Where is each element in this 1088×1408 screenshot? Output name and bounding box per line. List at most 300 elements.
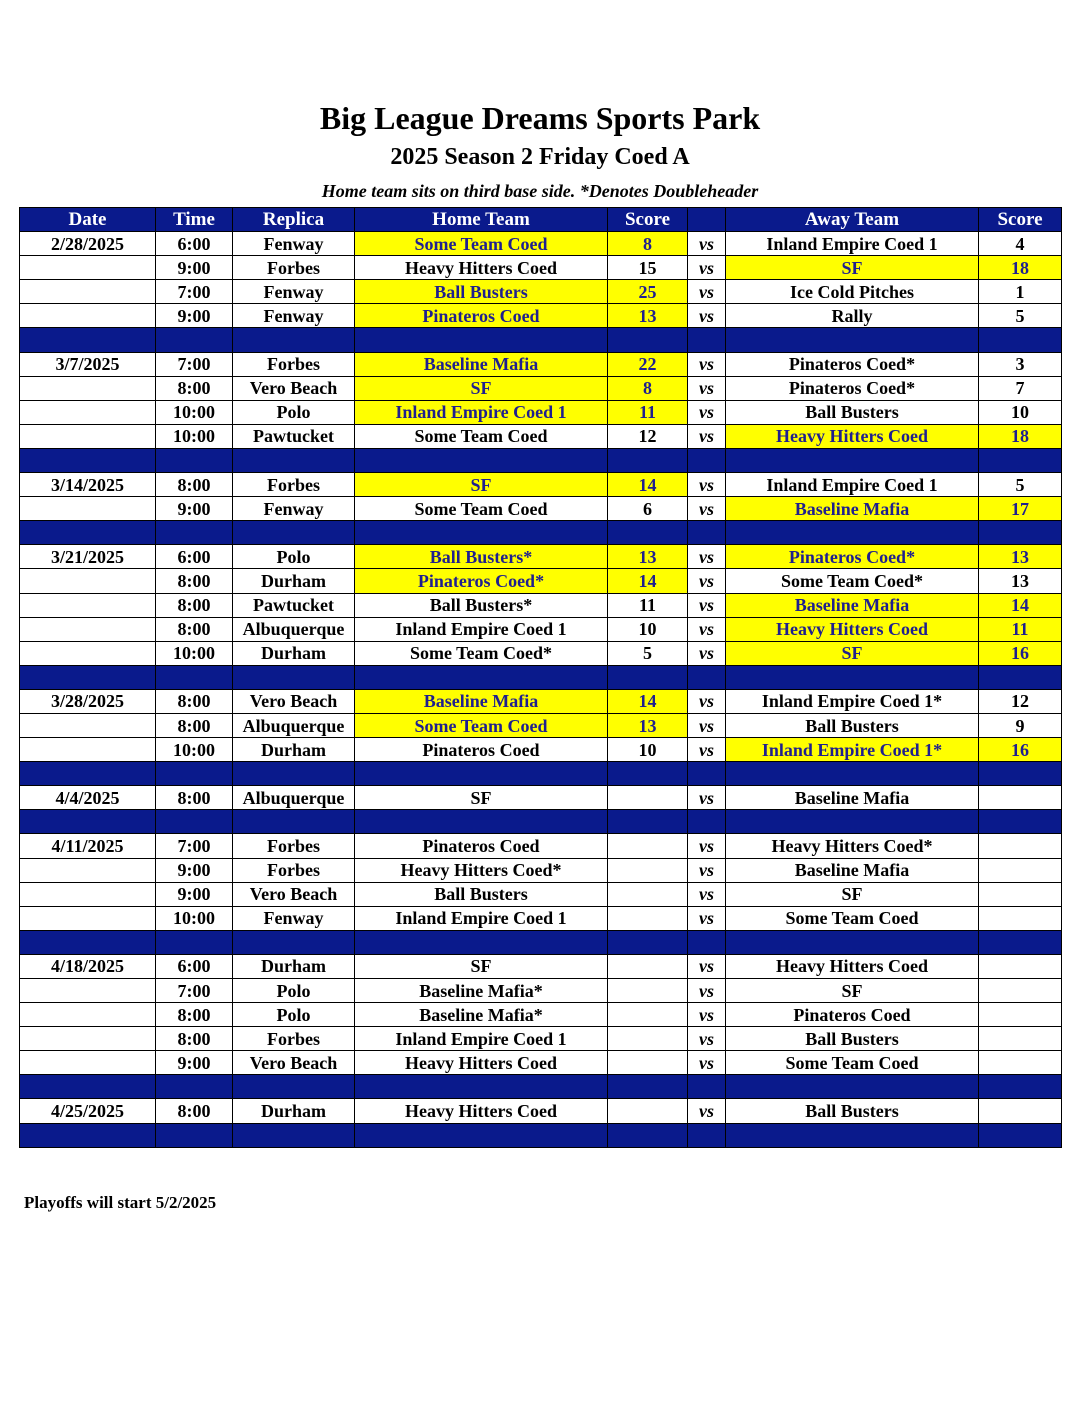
away-team-cell: SF bbox=[726, 882, 979, 906]
away-score-cell bbox=[979, 906, 1062, 930]
week-separator-row bbox=[20, 521, 1062, 545]
table-row bbox=[20, 906, 1062, 930]
replica-cell: Durham bbox=[233, 641, 355, 665]
home-team-cell: Pinateros Coed bbox=[355, 834, 608, 858]
home-team-cell: Pinateros Coed* bbox=[355, 569, 608, 593]
table-row bbox=[20, 424, 1062, 448]
home-team-cell: Inland Empire Coed 1 bbox=[355, 1027, 608, 1051]
away-team-cell: Baseline Mafia bbox=[726, 593, 979, 617]
away-score-cell bbox=[979, 1003, 1062, 1027]
separator-cell bbox=[233, 665, 355, 689]
home-team-cell: Baseline Mafia* bbox=[355, 1003, 608, 1027]
schedule-body bbox=[20, 232, 1062, 1148]
vs-cell: vs bbox=[688, 400, 726, 424]
away-team-cell: Inland Empire Coed 1* bbox=[726, 689, 979, 713]
away-score-cell bbox=[979, 882, 1062, 906]
home-team-cell: Some Team Coed bbox=[355, 497, 608, 521]
away-score-cell bbox=[979, 786, 1062, 810]
vs-cell: vs bbox=[688, 882, 726, 906]
separator-cell bbox=[20, 448, 156, 472]
home-score-cell: 8 bbox=[608, 232, 688, 256]
home-team-cell: Inland Empire Coed 1 bbox=[355, 906, 608, 930]
away-score-cell bbox=[979, 858, 1062, 882]
away-team-cell: Baseline Mafia bbox=[726, 497, 979, 521]
home-team-cell: Heavy Hitters Coed bbox=[355, 1099, 608, 1123]
separator-cell bbox=[726, 328, 979, 352]
home-score-cell: 10 bbox=[608, 617, 688, 641]
schedule-table bbox=[19, 207, 1062, 1148]
home-score-cell bbox=[608, 834, 688, 858]
separator-cell bbox=[608, 328, 688, 352]
date-cell: 3/21/2025 bbox=[20, 545, 156, 569]
separator-cell bbox=[688, 521, 726, 545]
vs-cell: vs bbox=[688, 834, 726, 858]
separator-cell bbox=[688, 810, 726, 834]
date-cell bbox=[20, 738, 156, 762]
separator-cell bbox=[20, 930, 156, 954]
table-row bbox=[20, 593, 1062, 617]
separator-cell bbox=[726, 665, 979, 689]
date-cell bbox=[20, 906, 156, 930]
separator-cell bbox=[979, 521, 1062, 545]
separator-cell bbox=[688, 930, 726, 954]
time-cell: 10:00 bbox=[156, 400, 233, 424]
date-cell bbox=[20, 617, 156, 641]
replica-cell: Forbes bbox=[233, 858, 355, 882]
table-row bbox=[20, 954, 1062, 978]
home-team-cell: Some Team Coed* bbox=[355, 641, 608, 665]
table-row bbox=[20, 569, 1062, 593]
vs-cell: vs bbox=[688, 641, 726, 665]
home-score-cell bbox=[608, 979, 688, 1003]
table-row bbox=[20, 882, 1062, 906]
replica-cell: Forbes bbox=[233, 473, 355, 497]
time-cell: 8:00 bbox=[156, 713, 233, 737]
home-score-cell: 22 bbox=[608, 352, 688, 376]
separator-cell bbox=[233, 521, 355, 545]
away-score-cell: 13 bbox=[979, 545, 1062, 569]
time-cell: 10:00 bbox=[156, 906, 233, 930]
separator-cell bbox=[355, 1123, 608, 1147]
separator-cell bbox=[20, 1075, 156, 1099]
date-cell bbox=[20, 882, 156, 906]
separator-cell bbox=[726, 521, 979, 545]
home-score-cell: 6 bbox=[608, 497, 688, 521]
away-team-cell: Baseline Mafia bbox=[726, 786, 979, 810]
table-row bbox=[20, 232, 1062, 256]
away-team-cell: Heavy Hitters Coed bbox=[726, 424, 979, 448]
table-row bbox=[20, 738, 1062, 762]
home-team-cell: Some Team Coed bbox=[355, 713, 608, 737]
home-team-cell: Heavy Hitters Coed bbox=[355, 256, 608, 280]
away-team-cell: Inland Empire Coed 1 bbox=[726, 232, 979, 256]
week-separator-row bbox=[20, 1075, 1062, 1099]
separator-cell bbox=[355, 762, 608, 786]
separator-cell bbox=[726, 1123, 979, 1147]
replica-cell: Fenway bbox=[233, 304, 355, 328]
date-cell bbox=[20, 1027, 156, 1051]
time-cell: 9:00 bbox=[156, 256, 233, 280]
table-row bbox=[20, 1027, 1062, 1051]
vs-cell: vs bbox=[688, 738, 726, 762]
away-team-cell: Some Team Coed* bbox=[726, 569, 979, 593]
date-cell bbox=[20, 858, 156, 882]
separator-cell bbox=[979, 1075, 1062, 1099]
time-cell: 6:00 bbox=[156, 954, 233, 978]
separator-cell bbox=[156, 810, 233, 834]
home-team-cell: Heavy Hitters Coed bbox=[355, 1051, 608, 1075]
home-team-cell: Ball Busters* bbox=[355, 593, 608, 617]
away-team-cell: Ball Busters bbox=[726, 713, 979, 737]
column-header-away-score: Score bbox=[979, 208, 1062, 232]
time-cell: 8:00 bbox=[156, 1099, 233, 1123]
home-team-cell: Heavy Hitters Coed* bbox=[355, 858, 608, 882]
replica-cell: Forbes bbox=[233, 1027, 355, 1051]
home-score-cell: 13 bbox=[608, 304, 688, 328]
away-score-cell bbox=[979, 979, 1062, 1003]
date-cell bbox=[20, 641, 156, 665]
replica-cell: Polo bbox=[233, 545, 355, 569]
vs-cell: vs bbox=[688, 858, 726, 882]
separator-cell bbox=[355, 521, 608, 545]
separator-cell bbox=[355, 448, 608, 472]
home-team-cell: SF bbox=[355, 954, 608, 978]
date-cell bbox=[20, 280, 156, 304]
home-team-cell: Pinateros Coed bbox=[355, 738, 608, 762]
column-header-home-score: Score bbox=[608, 208, 688, 232]
home-score-cell bbox=[608, 954, 688, 978]
home-score-cell: 14 bbox=[608, 569, 688, 593]
time-cell: 8:00 bbox=[156, 617, 233, 641]
replica-cell: Vero Beach bbox=[233, 689, 355, 713]
away-score-cell: 9 bbox=[979, 713, 1062, 737]
away-score-cell: 14 bbox=[979, 593, 1062, 617]
home-score-cell: 10 bbox=[608, 738, 688, 762]
week-separator-row bbox=[20, 762, 1062, 786]
date-cell bbox=[20, 424, 156, 448]
vs-cell: vs bbox=[688, 713, 726, 737]
vs-cell: vs bbox=[688, 906, 726, 930]
separator-cell bbox=[233, 1075, 355, 1099]
replica-cell: Albuquerque bbox=[233, 713, 355, 737]
date-cell: 4/4/2025 bbox=[20, 786, 156, 810]
time-cell: 8:00 bbox=[156, 569, 233, 593]
separator-cell bbox=[608, 1123, 688, 1147]
home-score-cell bbox=[608, 1099, 688, 1123]
replica-cell: Fenway bbox=[233, 280, 355, 304]
home-score-cell bbox=[608, 882, 688, 906]
table-row bbox=[20, 713, 1062, 737]
replica-cell: Vero Beach bbox=[233, 1051, 355, 1075]
home-score-cell: 12 bbox=[608, 424, 688, 448]
vs-cell: vs bbox=[688, 569, 726, 593]
table-row bbox=[20, 256, 1062, 280]
separator-cell bbox=[608, 762, 688, 786]
date-cell bbox=[20, 497, 156, 521]
separator-cell bbox=[156, 1123, 233, 1147]
home-team-cell: Baseline Mafia bbox=[355, 352, 608, 376]
vs-cell: vs bbox=[688, 473, 726, 497]
home-team-cell: Ball Busters* bbox=[355, 545, 608, 569]
time-cell: 10:00 bbox=[156, 641, 233, 665]
separator-cell bbox=[156, 1075, 233, 1099]
separator-cell bbox=[233, 810, 355, 834]
table-row bbox=[20, 400, 1062, 424]
replica-cell: Fenway bbox=[233, 906, 355, 930]
away-team-cell: Some Team Coed bbox=[726, 1051, 979, 1075]
table-row bbox=[20, 979, 1062, 1003]
separator-cell bbox=[979, 930, 1062, 954]
replica-cell: Fenway bbox=[233, 497, 355, 521]
home-team-cell: Some Team Coed bbox=[355, 232, 608, 256]
away-team-cell: Inland Empire Coed 1 bbox=[726, 473, 979, 497]
separator-cell bbox=[156, 665, 233, 689]
home-team-cell: Inland Empire Coed 1 bbox=[355, 400, 608, 424]
date-cell: 4/11/2025 bbox=[20, 834, 156, 858]
table-row bbox=[20, 617, 1062, 641]
date-cell bbox=[20, 400, 156, 424]
table-row bbox=[20, 376, 1062, 400]
away-score-cell: 3 bbox=[979, 352, 1062, 376]
away-score-cell bbox=[979, 1051, 1062, 1075]
table-header-row bbox=[20, 208, 1062, 232]
away-score-cell: 10 bbox=[979, 400, 1062, 424]
time-cell: 6:00 bbox=[156, 545, 233, 569]
separator-cell bbox=[156, 762, 233, 786]
replica-cell: Polo bbox=[233, 1003, 355, 1027]
vs-cell: vs bbox=[688, 593, 726, 617]
separator-cell bbox=[233, 930, 355, 954]
week-separator-row bbox=[20, 930, 1062, 954]
page-subtitle: 2025 Season 2 Friday Coed A bbox=[390, 144, 690, 170]
time-cell: 8:00 bbox=[156, 786, 233, 810]
replica-cell: Durham bbox=[233, 569, 355, 593]
separator-cell bbox=[355, 328, 608, 352]
column-header-away-team: Away Team bbox=[726, 208, 979, 232]
table-row bbox=[20, 473, 1062, 497]
away-team-cell: Heavy Hitters Coed bbox=[726, 954, 979, 978]
week-separator-row bbox=[20, 1123, 1062, 1147]
column-header-replica: Replica bbox=[233, 208, 355, 232]
date-cell bbox=[20, 1003, 156, 1027]
separator-cell bbox=[726, 762, 979, 786]
home-score-cell bbox=[608, 1003, 688, 1027]
home-score-cell bbox=[608, 1051, 688, 1075]
date-cell bbox=[20, 1051, 156, 1075]
table-row bbox=[20, 304, 1062, 328]
date-cell bbox=[20, 376, 156, 400]
date-cell: 3/7/2025 bbox=[20, 352, 156, 376]
table-row bbox=[20, 1003, 1062, 1027]
time-cell: 7:00 bbox=[156, 280, 233, 304]
separator-cell bbox=[726, 810, 979, 834]
separator-cell bbox=[20, 810, 156, 834]
separator-cell bbox=[233, 328, 355, 352]
time-cell: 7:00 bbox=[156, 352, 233, 376]
separator-cell bbox=[688, 1123, 726, 1147]
separator-cell bbox=[608, 930, 688, 954]
table-row bbox=[20, 352, 1062, 376]
away-team-cell: Inland Empire Coed 1* bbox=[726, 738, 979, 762]
away-score-cell: 16 bbox=[979, 738, 1062, 762]
table-row bbox=[20, 786, 1062, 810]
separator-cell bbox=[20, 665, 156, 689]
separator-cell bbox=[726, 1075, 979, 1099]
week-separator-row bbox=[20, 448, 1062, 472]
separator-cell bbox=[20, 762, 156, 786]
date-cell bbox=[20, 979, 156, 1003]
time-cell: 8:00 bbox=[156, 593, 233, 617]
home-team-cell: Pinateros Coed bbox=[355, 304, 608, 328]
home-team-cell: Baseline Mafia bbox=[355, 689, 608, 713]
home-score-cell: 15 bbox=[608, 256, 688, 280]
separator-cell bbox=[979, 328, 1062, 352]
table-row bbox=[20, 1099, 1062, 1123]
separator-cell bbox=[979, 810, 1062, 834]
home-score-cell: 13 bbox=[608, 545, 688, 569]
table-row bbox=[20, 834, 1062, 858]
away-team-cell: Rally bbox=[726, 304, 979, 328]
replica-cell: Forbes bbox=[233, 834, 355, 858]
away-team-cell: Heavy Hitters Coed bbox=[726, 617, 979, 641]
separator-cell bbox=[355, 665, 608, 689]
home-team-cell: Some Team Coed bbox=[355, 424, 608, 448]
table-row bbox=[20, 280, 1062, 304]
time-cell: 10:00 bbox=[156, 738, 233, 762]
replica-cell: Polo bbox=[233, 400, 355, 424]
separator-cell bbox=[20, 521, 156, 545]
vs-cell: vs bbox=[688, 256, 726, 280]
page-title: Big League Dreams Sports Park bbox=[319, 100, 761, 136]
date-cell bbox=[20, 713, 156, 737]
time-cell: 9:00 bbox=[156, 882, 233, 906]
replica-cell: Vero Beach bbox=[233, 376, 355, 400]
away-score-cell: 5 bbox=[979, 473, 1062, 497]
table-row bbox=[20, 858, 1062, 882]
separator-cell bbox=[156, 521, 233, 545]
away-score-cell: 13 bbox=[979, 569, 1062, 593]
away-team-cell: Ice Cold Pitches bbox=[726, 280, 979, 304]
separator-cell bbox=[688, 448, 726, 472]
away-score-cell: 16 bbox=[979, 641, 1062, 665]
table-row bbox=[20, 641, 1062, 665]
home-team-cell: SF bbox=[355, 786, 608, 810]
home-score-cell: 25 bbox=[608, 280, 688, 304]
time-cell: 9:00 bbox=[156, 858, 233, 882]
home-score-cell bbox=[608, 906, 688, 930]
away-team-cell: SF bbox=[726, 641, 979, 665]
away-team-cell: Heavy Hitters Coed* bbox=[726, 834, 979, 858]
away-score-cell: 18 bbox=[979, 424, 1062, 448]
separator-cell bbox=[20, 328, 156, 352]
date-cell bbox=[20, 569, 156, 593]
separator-cell bbox=[20, 1123, 156, 1147]
date-cell: 4/18/2025 bbox=[20, 954, 156, 978]
home-score-cell: 14 bbox=[608, 473, 688, 497]
separator-cell bbox=[233, 1123, 355, 1147]
away-score-cell bbox=[979, 954, 1062, 978]
time-cell: 8:00 bbox=[156, 1027, 233, 1051]
vs-cell: vs bbox=[688, 304, 726, 328]
vs-cell: vs bbox=[688, 545, 726, 569]
week-separator-row bbox=[20, 328, 1062, 352]
separator-cell bbox=[355, 930, 608, 954]
away-team-cell: SF bbox=[726, 979, 979, 1003]
date-cell: 2/28/2025 bbox=[20, 232, 156, 256]
replica-cell: Polo bbox=[233, 979, 355, 1003]
home-team-cell: Inland Empire Coed 1 bbox=[355, 617, 608, 641]
away-team-cell: Some Team Coed bbox=[726, 906, 979, 930]
table-row bbox=[20, 497, 1062, 521]
away-team-cell: SF bbox=[726, 256, 979, 280]
time-cell: 7:00 bbox=[156, 979, 233, 1003]
home-team-cell: SF bbox=[355, 376, 608, 400]
separator-cell bbox=[979, 762, 1062, 786]
date-cell bbox=[20, 256, 156, 280]
vs-cell: vs bbox=[688, 232, 726, 256]
replica-cell: Vero Beach bbox=[233, 882, 355, 906]
separator-cell bbox=[688, 762, 726, 786]
replica-cell: Albuquerque bbox=[233, 617, 355, 641]
separator-cell bbox=[233, 762, 355, 786]
separator-cell bbox=[688, 665, 726, 689]
away-score-cell bbox=[979, 1099, 1062, 1123]
time-cell: 8:00 bbox=[156, 376, 233, 400]
separator-cell bbox=[726, 448, 979, 472]
vs-cell: vs bbox=[688, 617, 726, 641]
away-team-cell: Ball Busters bbox=[726, 1027, 979, 1051]
home-score-cell bbox=[608, 858, 688, 882]
separator-cell bbox=[156, 328, 233, 352]
home-score-cell: 8 bbox=[608, 376, 688, 400]
playoffs-note: Playoffs will start 5/2/2025 bbox=[24, 1193, 217, 1212]
date-cell: 4/25/2025 bbox=[20, 1099, 156, 1123]
separator-cell bbox=[608, 810, 688, 834]
home-score-cell: 13 bbox=[608, 713, 688, 737]
away-team-cell: Baseline Mafia bbox=[726, 858, 979, 882]
time-cell: 7:00 bbox=[156, 834, 233, 858]
home-team-cell: SF bbox=[355, 473, 608, 497]
separator-cell bbox=[979, 448, 1062, 472]
away-score-cell: 1 bbox=[979, 280, 1062, 304]
home-team-cell: Ball Busters bbox=[355, 280, 608, 304]
replica-cell: Pawtucket bbox=[233, 593, 355, 617]
separator-cell bbox=[608, 665, 688, 689]
vs-cell: vs bbox=[688, 1027, 726, 1051]
home-score-cell: 11 bbox=[608, 400, 688, 424]
home-team-cell: Baseline Mafia* bbox=[355, 979, 608, 1003]
separator-cell bbox=[355, 810, 608, 834]
replica-cell: Forbes bbox=[233, 352, 355, 376]
away-score-cell: 4 bbox=[979, 232, 1062, 256]
replica-cell: Durham bbox=[233, 1099, 355, 1123]
table-row bbox=[20, 545, 1062, 569]
home-score-cell bbox=[608, 1027, 688, 1051]
table-row bbox=[20, 689, 1062, 713]
date-cell bbox=[20, 304, 156, 328]
away-score-cell: 7 bbox=[979, 376, 1062, 400]
column-header-date: Date bbox=[20, 208, 156, 232]
home-score-cell: 5 bbox=[608, 641, 688, 665]
separator-cell bbox=[156, 930, 233, 954]
vs-cell: vs bbox=[688, 424, 726, 448]
away-score-cell bbox=[979, 834, 1062, 858]
vs-cell: vs bbox=[688, 280, 726, 304]
away-score-cell: 12 bbox=[979, 689, 1062, 713]
schedule-note: Home team sits on third base side. *Denotes Doubleheader bbox=[321, 181, 759, 201]
vs-cell: vs bbox=[688, 497, 726, 521]
replica-cell: Albuquerque bbox=[233, 786, 355, 810]
